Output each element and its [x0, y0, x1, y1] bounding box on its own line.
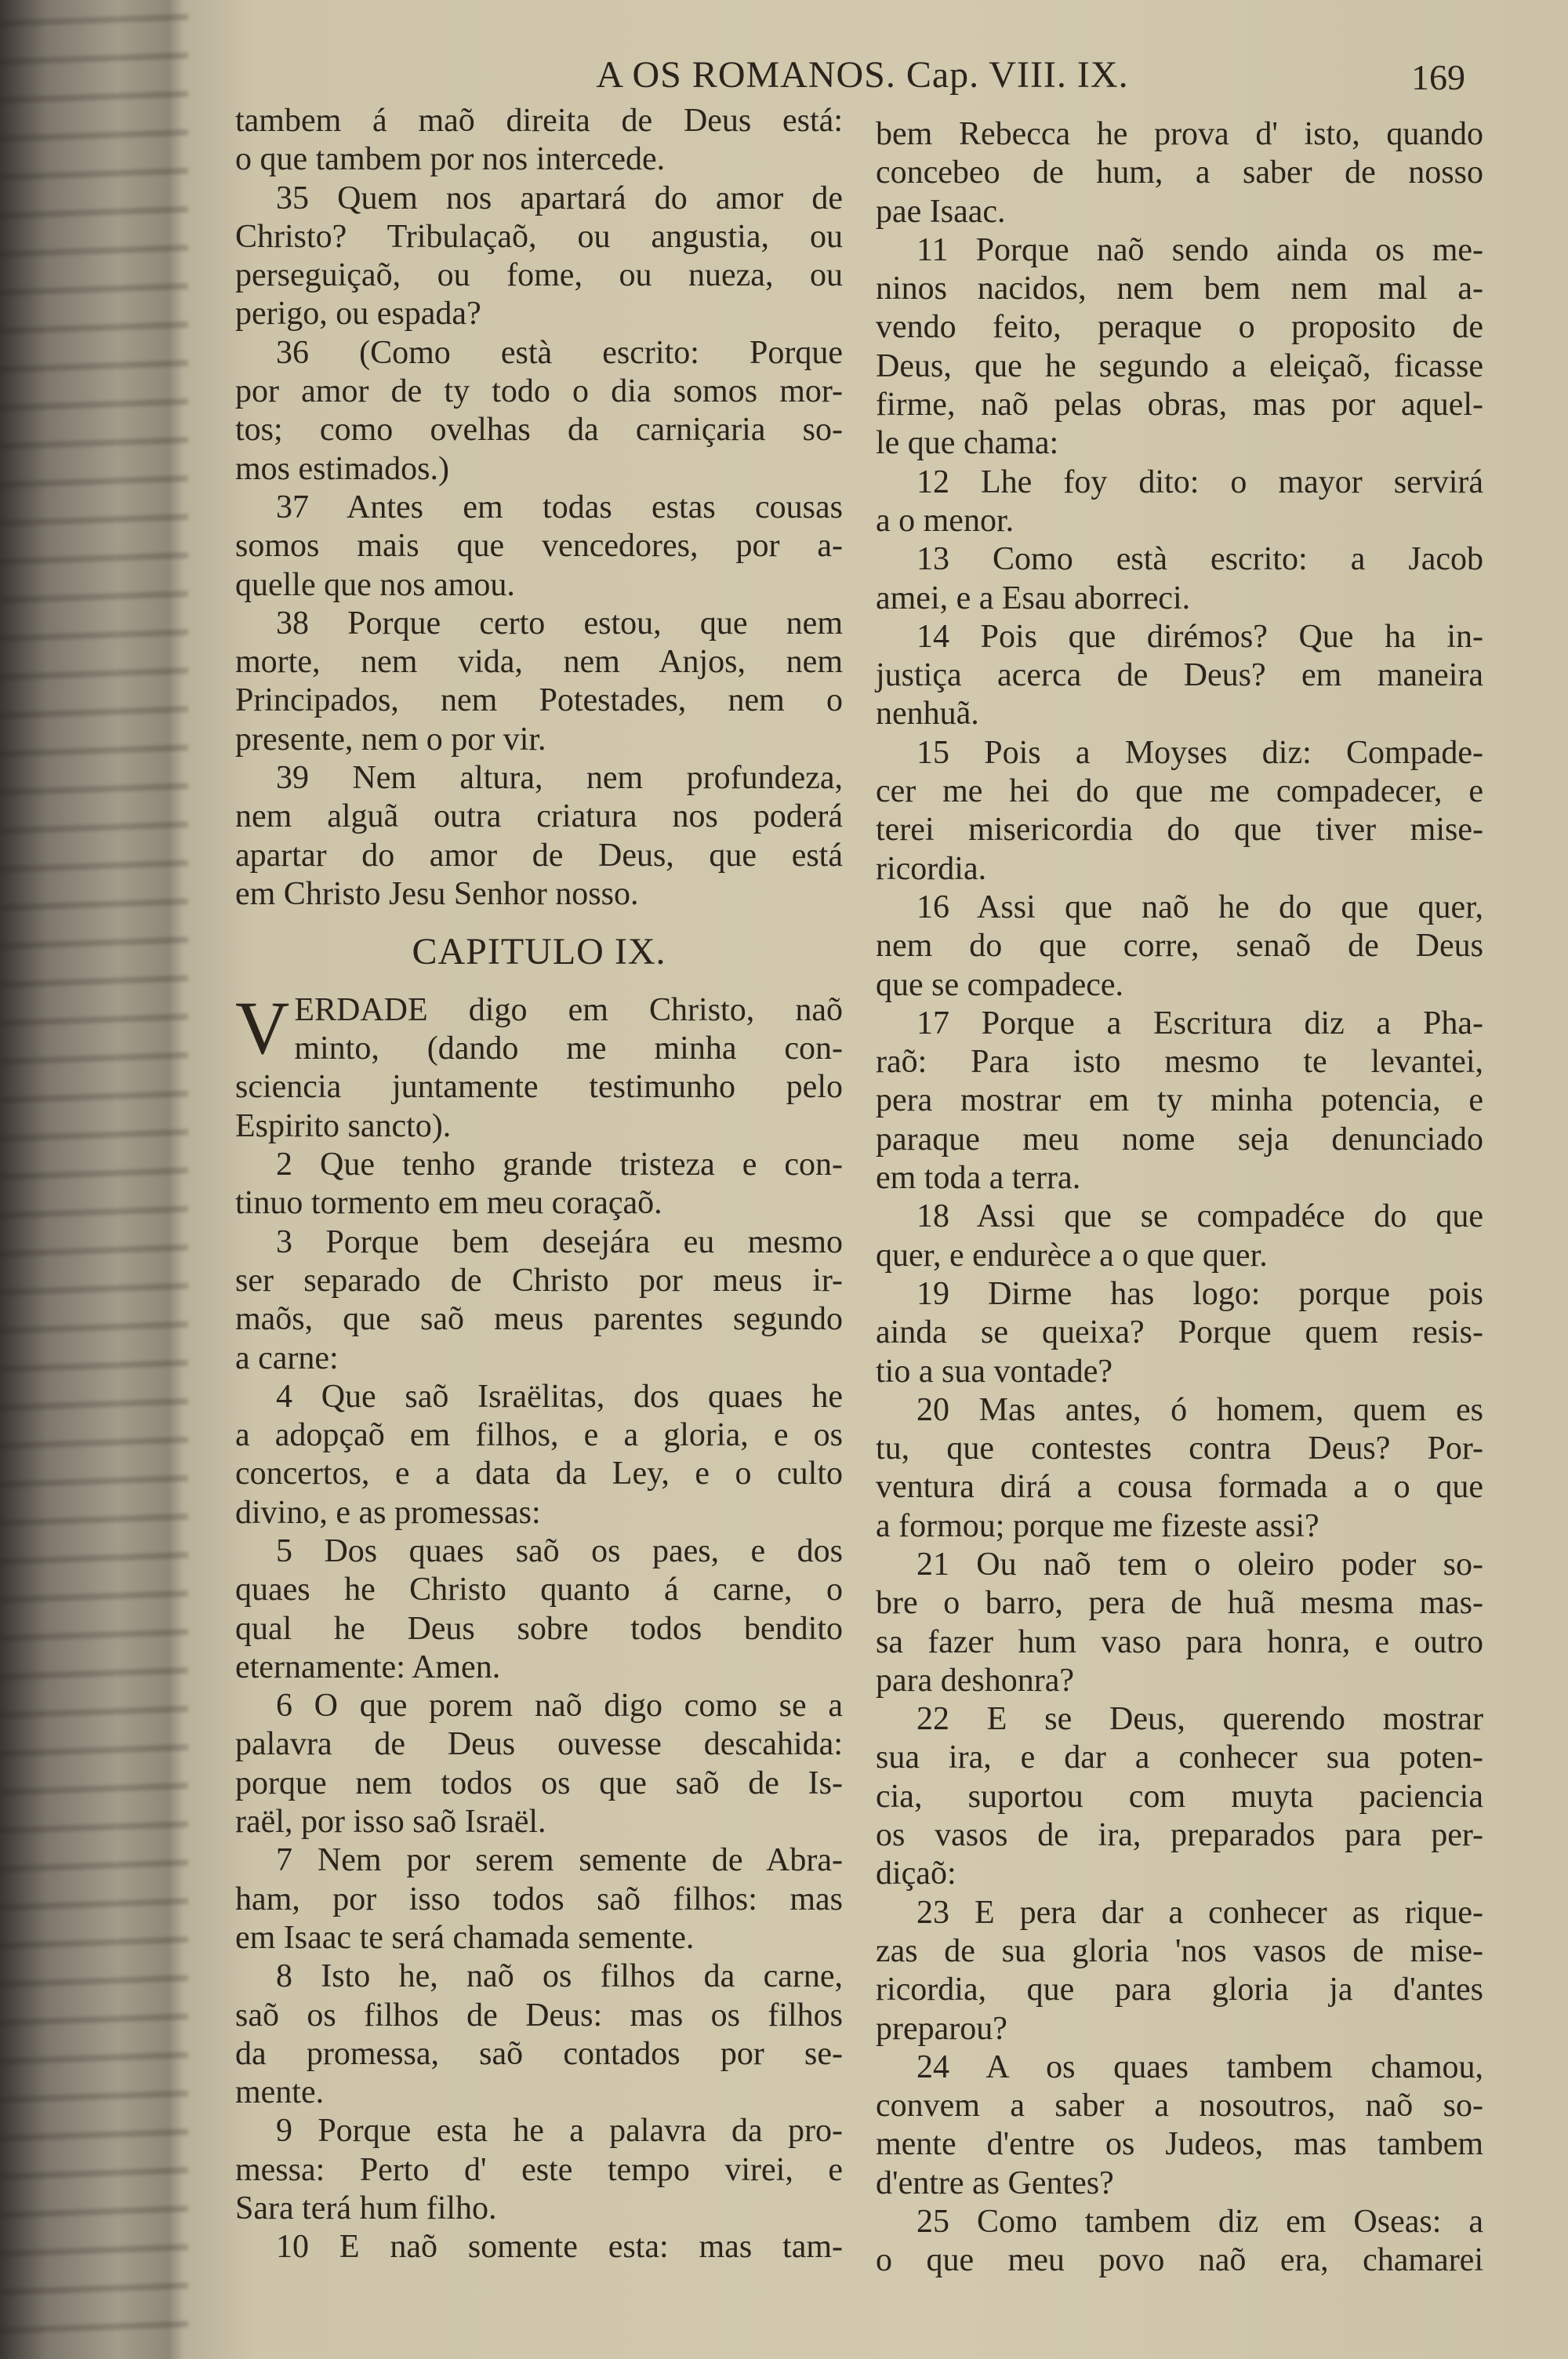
- text-line: 15 Pois a Moyses diz: Compade-: [916, 734, 1483, 771]
- text-line: presente, nem o por vir.: [235, 721, 546, 758]
- text-line: mente d'entre os Judeos, mas tambem: [876, 2126, 1483, 2163]
- left-column: [235, 102, 843, 2267]
- text-line: 12 Lhe foy dito: o mayor servirá: [916, 463, 1483, 500]
- text-line: a o menor.: [876, 502, 1014, 539]
- text-line: 25 Como tambem diz em Oseas: a: [916, 2204, 1483, 2241]
- text-line: diçaõ:: [876, 1856, 956, 1892]
- text-line: zas de sua gloria 'nos vasos de mise-: [876, 1932, 1483, 1969]
- text-line: Principados, nem Potestades, nem o: [235, 682, 843, 719]
- text-line: 20 Mas antes, ó homem, quem es: [916, 1391, 1483, 1428]
- text-line: da promessa, saõ contados por se-: [235, 2035, 843, 2072]
- text-line: o que meu povo naõ era, chamarei: [876, 2242, 1483, 2279]
- text-line: ham, por isso todos saõ filhos: mas: [235, 1881, 843, 1917]
- text-line: minto, (dando me minha con-: [294, 1030, 843, 1067]
- text-line: a formou; porque me fizeste assi?: [876, 1507, 1319, 1544]
- chapter-9-text: [235, 985, 843, 2267]
- text-line: por amor de ty todo o dia somos mor-: [235, 373, 843, 410]
- text-line: a carne:: [235, 1339, 339, 1376]
- text-line: 22 E se Deus, querendo mostrar: [916, 1701, 1483, 1738]
- text-line: 18 Assi que se compadéce do que: [916, 1198, 1483, 1235]
- text-line: 7 Nem por serem semente de Abra-: [276, 1842, 843, 1879]
- text-line: tos; como ovelhas da carniçaria so-: [235, 412, 843, 449]
- text-line: 39 Nem altura, nem profundeza,: [276, 760, 843, 797]
- text-line: 2 Que tenho grande tristeza e con-: [276, 1147, 843, 1183]
- text-line: 13 Como està escrito: a Jacob: [916, 541, 1483, 578]
- text-line: 3 Porque bem desejára eu mesmo: [276, 1223, 843, 1260]
- text-line: 6 O que porem naõ digo como se a: [276, 1688, 843, 1725]
- text-line: divino, e as promessas:: [235, 1494, 541, 1531]
- text-line: sciencia juntamente testimunho pelo: [235, 1069, 843, 1106]
- text-line: 4 Que saõ Israëlitas, dos quaes he: [276, 1378, 843, 1415]
- text-line: porque nem todos os que saõ de Is-: [235, 1765, 843, 1801]
- text-line: pera mostrar em ty minha potencia, e: [876, 1082, 1483, 1119]
- text-line: morte, nem vida, nem Anjos, nem: [235, 644, 843, 681]
- text-line: 19 Dirme has logo: porque pois: [916, 1275, 1483, 1312]
- text-line: concertos, e a data da Ley, e o culto: [235, 1456, 843, 1492]
- text-line: eternamente: Amen.: [235, 1648, 501, 1685]
- text-line: vendo feito, peraque o proposito de: [876, 309, 1483, 346]
- text-line: nem alguã outra criatura nos poderá: [235, 798, 843, 835]
- facing-page-edge: [0, 0, 188, 2359]
- text-line: mos estimados.): [235, 450, 449, 487]
- text-line: Deus, que he segundo a eleiçaõ, ficasse: [876, 347, 1483, 384]
- text-line: em toda a terra.: [876, 1160, 1081, 1197]
- text-line: Espirito sancto).: [235, 1107, 452, 1144]
- text-line: em Isaac te será chamada semente.: [235, 1919, 695, 1956]
- text-line: quaes he Christo quanto á carne, o: [235, 1572, 843, 1608]
- text-line: 11 Porque naõ sendo ainda os me-: [916, 231, 1483, 268]
- text-line: bre o barro, pera de huã mesma mas-: [876, 1585, 1483, 1622]
- chapter-8-text: [235, 102, 843, 914]
- text-line: messa: Perto d' este tempo virei, e: [235, 2151, 843, 2188]
- text-line: perseguiçaõ, ou fome, ou nueza, ou: [235, 257, 843, 294]
- text-line: 37 Antes em todas estas cousas: [276, 489, 843, 525]
- text-line: maõs, que saõ meus parentes segundo: [235, 1301, 843, 1338]
- text-line: 36 (Como està escrito: Porque: [276, 334, 843, 371]
- text-line: quelle que nos amou.: [235, 566, 515, 603]
- text-line: mente.: [235, 2074, 325, 2111]
- text-line: justiça acerca de Deus? em maneira: [876, 657, 1483, 694]
- text-line: ricordia, que para gloria ja d'antes: [876, 1972, 1483, 2008]
- drop-cap: V: [235, 985, 290, 1070]
- text-line: concebeo de hum, a saber de nosso: [876, 154, 1483, 191]
- text-line: nenhuã.: [876, 696, 979, 732]
- text-line: bem Rebecca he prova d' isto, quando: [876, 116, 1483, 152]
- text-line: apartar do amor de Deus, que está: [235, 837, 843, 874]
- text-line: ser separado de Christo por meus ir-: [235, 1262, 843, 1299]
- text-line: ninos nacidos, nem bem nem mal a-: [876, 271, 1483, 307]
- text-line: cer me hei do que me compadecer, e: [876, 773, 1483, 810]
- text-line: raõ: Para isto mesmo te levantei,: [876, 1044, 1483, 1081]
- text-line: 10 E naõ somente esta: mas tam-: [276, 2229, 843, 2266]
- text-line: que se compadece.: [876, 966, 1124, 1003]
- text-line: palavra de Deus ouvesse descahida:: [235, 1726, 843, 1763]
- text-line: somos mais que vencedores, por a-: [235, 528, 843, 565]
- text-line: 23 E pera dar a conhecer as rique-: [916, 1894, 1483, 1931]
- text-line: 38 Porque certo estou, que nem: [276, 605, 843, 642]
- text-line: ricordia.: [876, 850, 987, 887]
- text-line: tambem á maõ direita de Deus está:: [235, 103, 843, 139]
- text-line: 24 A os quaes tambem chamou,: [916, 2048, 1483, 2085]
- text-line: 21 Ou naõ tem o oleiro poder so-: [916, 1546, 1483, 1583]
- text-line: qual he Deus sobre todos bendito: [235, 1610, 843, 1647]
- text-line: em Christo Jesu Senhor nosso.: [235, 875, 639, 912]
- text-line: tio a sua vontade?: [876, 1353, 1113, 1390]
- text-line: nem do que corre, senaõ de Deus: [876, 928, 1483, 965]
- text-line: Christo? Tribulaçaõ, ou angustia, ou: [235, 218, 843, 255]
- text-line: d'entre as Gentes?: [876, 2165, 1114, 2201]
- text-line: 17 Porque a Escritura diz a Pha-: [916, 1005, 1483, 1041]
- text-line: pae Isaac.: [876, 193, 1006, 230]
- text-line: os vasos de ira, preparados para per-: [876, 1817, 1483, 1854]
- text-line: para deshonra?: [876, 1662, 1075, 1699]
- text-line: Sara terá hum filho.: [235, 2190, 497, 2227]
- text-line: 9 Porque esta he a palavra da pro-: [276, 2113, 843, 2150]
- text-line: quer, e endurèce a o que quer.: [876, 1237, 1268, 1274]
- text-line: tu, que contestes contra Deus? Por-: [876, 1430, 1483, 1467]
- right-column: [876, 115, 1483, 2281]
- text-line: tinuo tormento em meu coraçaõ.: [235, 1185, 662, 1222]
- text-line: 14 Pois que dirémos? Que ha in-: [916, 618, 1483, 655]
- text-line: firme, naõ pelas obras, mas por aquel-: [876, 387, 1483, 423]
- text-line: terei misericordia do que tiver mise-: [876, 812, 1483, 849]
- text-line: raël, por isso saõ Israël.: [235, 1804, 546, 1841]
- running-title: A OS ROMANOS. Cap. VIII. IX.: [596, 54, 1129, 96]
- text-line: 5 Dos quaes saõ os paes, e dos: [276, 1532, 843, 1569]
- chapter-heading: CAPITULO IX.: [412, 931, 666, 973]
- chapter-9-continued-text: [876, 115, 1483, 2281]
- text-line: paraque meu nome seja denunciado: [876, 1121, 1483, 1158]
- text-line: ERDADE digo em Christo, naõ: [294, 991, 843, 1028]
- text-line: amei, e a Esau aborreci.: [876, 580, 1191, 616]
- text-line: convem a saber a nosoutros, naõ so-: [876, 2088, 1483, 2125]
- text-line: le que chama:: [876, 425, 1059, 462]
- text-line: ainda se queixa? Porque quem resis-: [876, 1314, 1483, 1351]
- text-line: sa fazer hum vaso para honra, e outro: [876, 1623, 1483, 1660]
- text-line: 8 Isto he, naõ os filhos da carne,: [276, 1958, 843, 1995]
- text-line: ventura dirá a cousa formada a o que: [876, 1469, 1483, 1506]
- text-line: 35 Quem nos apartará do amor de: [276, 180, 843, 216]
- text-line: saõ os filhos de Deus: mas os filhos: [235, 1997, 843, 2034]
- text-line: perigo, ou espada?: [235, 296, 481, 333]
- text-line: sua ira, e dar a conhecer sua poten-: [876, 1739, 1483, 1776]
- text-line: 16 Assi que naõ he do que quer,: [916, 889, 1483, 925]
- text-line: cia, suportou com muyta paciencia: [876, 1778, 1483, 1815]
- text-line: preparou?: [876, 2010, 1007, 2047]
- text-line: o que tambem por nos intercede.: [235, 141, 666, 178]
- text-line: a adopçaõ em filhos, e a gloria, e os: [235, 1417, 843, 1454]
- page-number: 169: [1411, 57, 1465, 97]
